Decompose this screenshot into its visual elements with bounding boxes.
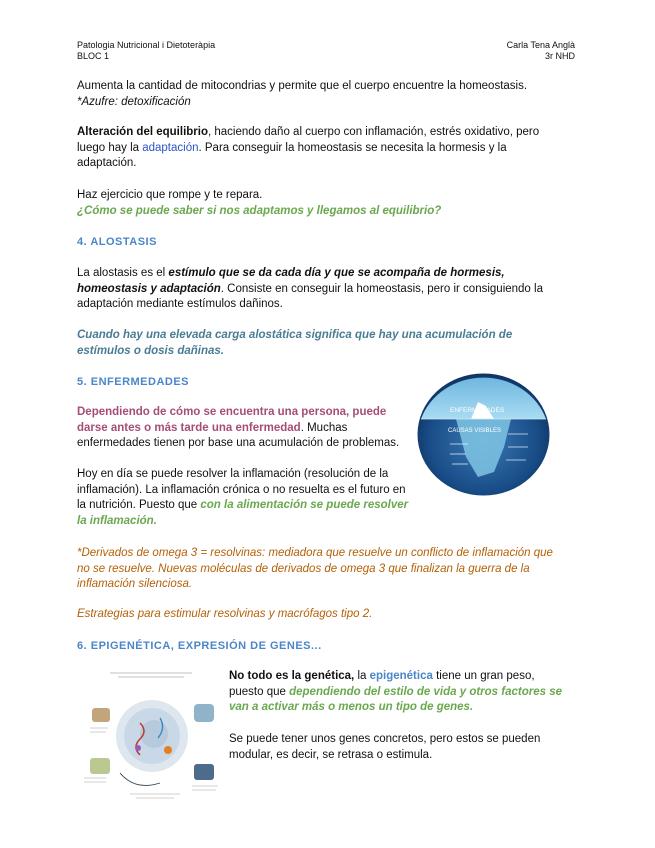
- highlight: con la alimentación se puede resolver: [200, 499, 409, 511]
- epigenetics-term: epigenética: [369, 670, 433, 682]
- header-left: [77, 40, 215, 62]
- note-allostatic-load: [77, 328, 512, 359]
- highlight: dependiendo del estilo de vida y otros factores se: [289, 685, 562, 698]
- iceberg-image: [416, 372, 551, 497]
- text: la nutrición. Puesto que: [77, 499, 201, 511]
- question-text: ¿Cómo se puede saber si nos adaptamos y llegamos al equilibrio?: [77, 204, 442, 217]
- text: puesto que: [229, 685, 290, 698]
- text: . Muchas: [300, 421, 348, 434]
- text: La alostasis es el: [77, 267, 169, 279]
- paragraph-gene-modulation: [229, 732, 540, 763]
- text: inflamación silenciosa.: [77, 578, 193, 590]
- section-heading-alostasis: 4. ALOSTASIS: [77, 236, 157, 248]
- text: *Derivados de omega 3 = resolvinas: mediadora que resuelve un conflicto de inflamación que: [77, 547, 553, 559]
- bold-text: No todo es la genética,: [229, 670, 355, 682]
- paragraph-epigenetics: [229, 669, 562, 716]
- iceberg-subtitle: CAUSAS VISIBLES: [448, 428, 502, 434]
- text: modular, es decir, se retrasa o estimula.: [229, 748, 433, 761]
- text: Haz ejercicio que rompe y te repara.: [77, 189, 263, 201]
- adaptation-link[interactable]: adaptación: [142, 141, 199, 154]
- author-name: Carla Tena Anglà: [506, 40, 575, 50]
- text: la: [354, 670, 370, 682]
- paragraph-equilibrium: [77, 125, 539, 172]
- paragraph-mitochondria: [77, 79, 527, 110]
- block-label: BLOC 1: [77, 51, 110, 61]
- text: luego hay la: [77, 141, 143, 154]
- highlight: Dependiendo de cómo se encuentra una persona, puede: [77, 406, 387, 418]
- highlight: van a activar más o menos un tipo de genes.: [229, 701, 474, 713]
- course-year: 3r NHD: [544, 51, 575, 61]
- text: Cuando hay una elevada carga alostática significa que hay una acumulación de: [77, 329, 513, 341]
- header-right: [507, 40, 575, 62]
- section-heading-enfermedades: 5. ENFERMEDADES: [77, 376, 190, 388]
- paragraph-inflammation: [77, 467, 408, 529]
- epigenetics-diagram-image: [80, 668, 222, 803]
- paragraph-disease: [77, 405, 399, 452]
- text: , haciendo daño al cuerpo con inflamación, estrés oxidativo, pero: [208, 126, 540, 138]
- emphasis: homeostasis y adaptación: [77, 282, 221, 295]
- text: no se resuelve. Nuevas moléculas de derivados de omega 3 que finalizan la guerra de la: [77, 562, 530, 575]
- text: Hoy en día se puede resolver la inflamación (resolución de la: [77, 468, 389, 480]
- text: adaptación.: [77, 157, 137, 169]
- note-azufre: *Azufre: detoxificación: [77, 95, 191, 108]
- text: estímulos o dosis dañinas.: [77, 344, 224, 357]
- highlight: darse antes o más tarde una enfermedad: [77, 421, 301, 434]
- text: . Consiste en conseguir la homeostasis, pero ir consiguiendo la: [220, 282, 543, 295]
- emphasis: estímulo que se da cada día y que se acompaña de hormesis,: [168, 267, 505, 279]
- note-strategies: Estrategias para estimular resolvinas y macrófagos tipo 2.: [77, 608, 373, 620]
- text: Aumenta la cantidad de mitocondrias y permite que el cuerpo encuentre la homeostasis.: [77, 80, 528, 92]
- text: inflamación). La inflamación crónica o no resuelta es el futuro en: [77, 483, 406, 496]
- highlight: la inflamación.: [77, 514, 157, 527]
- text: . Para conseguir la homeostasis se necesita la hormesis y la: [198, 141, 507, 154]
- iceberg-title: ENFERMEDADES: [450, 407, 505, 414]
- paragraph-alostasis: [77, 266, 543, 313]
- paragraph-exercise: [77, 188, 441, 219]
- text: enfermedades tienen por base una acumulación de problemas.: [77, 437, 400, 449]
- text: tiene un gran peso,: [432, 670, 535, 682]
- text: Se puede tener unos genes concretos, pero estos se pueden: [229, 733, 541, 745]
- section-heading-epigenetica: 6. EPIGENÉTICA, EXPRESIÓN DE GENES...: [77, 640, 322, 652]
- bold-term: Alteración del equilibrio: [77, 126, 208, 138]
- text: adaptación mediante estímulos dañinos.: [77, 298, 283, 310]
- note-omega3: [77, 546, 553, 593]
- course-title: Patologia Nutricional i Dietoteràpia: [77, 40, 216, 50]
